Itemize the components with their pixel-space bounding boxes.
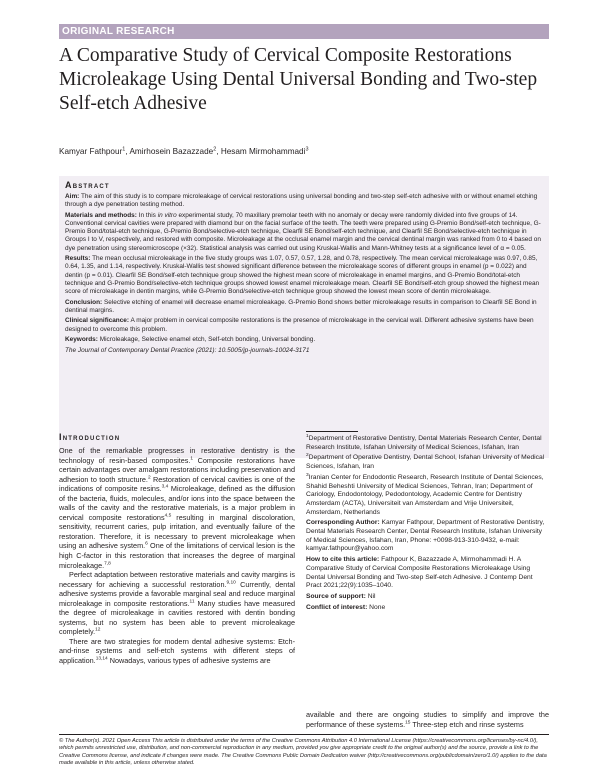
abstract-heading: Abstract	[65, 180, 110, 190]
intro-text: resulting in marginal discoloration, sensitivity, recurrent caries, pulp irritation, and eventually failure of the restoration. Therefore, it is necessary to prevent microleakage when using an adhesive system.	[59, 512, 296, 551]
intro-text: Three-step etch and rinse systems	[410, 719, 524, 729]
affiliations-block	[306, 435, 549, 614]
methods-label: Materials and methods:	[65, 211, 137, 219]
conflict-text: None	[369, 603, 386, 611]
reference-mark: 4,5	[164, 513, 172, 519]
conflict-of-interest	[306, 604, 549, 613]
corresponding-text: Kamyar Fathpour, Department of Restorative Dentistry, Dental Materials Research Center, Dental Research Institute, Isfahan University of Medical Sciences, Isfahan, Iran, Phone: +0098-913-310-9432, e-mail: kamyar.fathpour@yahoo.com	[306, 519, 545, 553]
intro-text: Currently, dental adhesive systems provide a favorable marginal seal and reduce marginal microleakage in composite restorations.	[59, 579, 295, 608]
conclusion-text: Selective etching of enamel will decrease enamel microleakage. G-Premio Bond shows better microleakage results in comparison to Clearfil SE Bond in dentinal margins.	[65, 298, 537, 314]
author-name: Kamyar Fathpour	[59, 147, 123, 156]
support-label: Source of support:	[306, 592, 366, 600]
aim-label: Aim:	[65, 193, 80, 201]
conclusion-label: Conclusion:	[65, 298, 103, 306]
license-footer: © The Author(s). 2021 Open Access This article is distributed under the terms of the Creative Commons Attribution 4.0 International License (https://creativecommons.org/licenses/by-nc/4.0/), which permits unrestricted use, distribution, and non-commercial reproduction in any medium, provided you give appropriate credit to the original author(s) and the source, provide a link to the Creative Commons license, and indicate if changes were made. The Creative Commons Public Domain Dedication waiver (http://creativecommons.org/publicdomain/zero/1.0/) applies to the data made available in this article, unless otherwise stated.	[59, 734, 549, 768]
abstract-box	[59, 176, 549, 458]
reference-mark: 15	[405, 720, 411, 726]
intro-text: One of the remarkable progresses in restorative dentistry is the technology of resin-based composites.	[59, 446, 295, 465]
author-list: Kamyar Fathpour$^1$, Amirhosein Bazazzade$^2$, Hesam Mirmohammadi$^3$	[59, 146, 309, 156]
affiliation	[306, 474, 549, 518]
cite-label: How to cite this article:	[306, 556, 380, 564]
intro-text: Many studies have measured the degree of microleakage in cavities restored with dentin bonding systems, but no system has been able to prevent microleakage completely.	[59, 598, 295, 637]
article-title: A Comparative Study of Cervical Composite Restorations Microleakage Using Dental Universal Bonding and Two-step Self-etch Adhesive	[59, 45, 538, 114]
clinical-text: A major problem in cervical composite restorations is the presence of microleakage in the cervical wall. Different adhesive systems have been designed to overcome this problem.	[65, 317, 534, 333]
reference-mark: 3,4	[161, 484, 169, 490]
keywords-label: Keywords:	[65, 336, 98, 344]
introduction-continuation	[306, 710, 549, 729]
reference-mark: 11	[189, 599, 195, 605]
affiliation-text: Department of Restorative Dentistry, Dental Materials Research Center, Dental Research Institute, Isfahan University of Medical Sciences, Isfahan, Iran	[306, 435, 542, 451]
intro-text: There are two strategies for modern dental adhesive systems: Etch-and-rinse systems and self-etch systems with different steps of application.	[59, 636, 295, 666]
abstract-results	[65, 255, 543, 296]
abstract-clinical	[65, 317, 543, 333]
results-label: Results:	[65, 255, 91, 263]
intro-paragraph	[59, 570, 295, 637]
corresponding-author	[306, 519, 549, 554]
introduction-heading: Introduction	[59, 432, 121, 442]
affiliation-divider	[306, 431, 358, 432]
intro-text: Perfect adaptation between restorative materials and cavity margins is necessary for achieving a successful restoration.	[59, 570, 295, 589]
keywords-text: Microleakage, Selective enamel etch, Self-etch bonding, Universal bonding.	[99, 336, 316, 344]
introduction-body	[59, 446, 295, 666]
affiliation	[306, 454, 549, 471]
author-affiliation-mark: 2	[213, 146, 217, 153]
affiliation-mark: 1	[306, 433, 309, 439]
affiliation-text: Department of Operative Dentistry, Dental School, Isfahan University of Medical Sciences, Isfahan, Iran	[306, 454, 545, 471]
intro-paragraph	[59, 637, 295, 666]
how-to-cite	[306, 556, 549, 591]
intro-text: Restoration of cervical cavities is one of the indications of composite resins.	[59, 474, 295, 494]
conflict-label: Conflict of interest:	[306, 603, 368, 611]
intro-text: Composite restorations have certain advantages over amalgam restorations including preservation and adhesion to tooth structure.	[59, 455, 295, 484]
methods-text-b: experimental study, 70 maxillary premolar teeth with no anomaly or decay were randomly divided into five groups of 14. Conventional cervical cavities were prepared with diamond bur on the facial surface of the teeth. The teeth were prepared using G-Premio Bond/self-etch technique, G-Premio Bond/total-etch technique, G-Premio Bond/selective-etch technique, Clearfil SE Bond/self-etch technique, and Clearfil SE Bond/selective-etch technique in Groups I to V, respectively, and restored with composite. Microleakage at the occlusal enamel margin and the cervical dentinal margin was ranked from 0 to 4 based on dye penetration using stereomicroscope (×32). Statistical analysis was carried out using Kruskal-Wallis and Mann-Whitney tests at a significance level of α = 0.05.	[65, 211, 541, 252]
citation-text: The Journal of Contemporary Dental Practice (2021): 10.5005/jp-journals-10024-3171	[65, 346, 310, 354]
reference-mark: 1	[190, 456, 194, 462]
intro-paragraph	[59, 446, 295, 570]
author-name: Hesam Mirmohammadi	[220, 147, 306, 156]
reference-mark: 7,8	[104, 561, 111, 567]
author-affiliation-mark: 1	[122, 146, 126, 153]
source-of-support	[306, 593, 549, 602]
methods-text-a: In this	[138, 211, 156, 219]
abstract-conclusion	[65, 299, 543, 315]
journal-citation	[65, 347, 543, 355]
author-affiliation-mark: 3	[305, 146, 309, 153]
abstract-keywords	[65, 336, 543, 344]
reference-mark: 9,10	[226, 580, 236, 586]
abstract-methods	[65, 212, 543, 253]
abstract-aim	[65, 193, 543, 209]
intro-text: Nowadays, various types of adhesive systems are	[107, 656, 271, 666]
cite-text: Fathpour K, Bazazzade A, Mirmohammadi H. A Comparative Study of Cervical Composite Restorations Microleakage Using Dental Universal Bonding and Two-step Self-etch Adhesive. J Contemp Dent Pract 2021;22(9):1035–1040.	[306, 556, 533, 590]
intro-text: Microleakage, defined as the diffusion of the bacteria, fluids, molecules, and/or ions into the space between the walls of the cavity and the restorative materials, is a major problem in cervical composite restorations	[59, 484, 295, 522]
article-type-banner: ORIGINAL RESEARCH	[59, 24, 549, 39]
intro-text: available and there are ongoing studies to simplify and improve the performance of these systems.	[306, 710, 549, 729]
author-name: Amirhosein Bazazzade	[129, 147, 214, 156]
methods-italic: in vitro	[157, 211, 177, 219]
reference-mark: 13,14	[95, 656, 108, 662]
reference-mark: 2	[147, 475, 151, 481]
support-text: Nil	[367, 592, 376, 600]
aim-text: The aim of this study is to compare microleakage of cervical restorations using universal bonding and two-step self-etch adhesive with or without enamel etching through a dye penetration testing method.	[65, 193, 538, 209]
corresponding-label: Corresponding Author:	[306, 519, 380, 527]
clinical-label: Clinical significance:	[65, 317, 130, 325]
affiliation-text: Iranian Center for Endodontic Research, Research Institute of Dental Sciences, Shahid Beheshti University of Medical Sciences, Tehran, Iran; Department of Cariology, Endodontology, Pedodontology, Academic Centre for Dentistry Amsterdam (ACTA), Universiteit van Amsterdam and Vrije Universiteit, Amsterdam, Netherlands	[306, 473, 544, 516]
reference-mark: 12	[95, 627, 101, 633]
affiliation-mark: 2	[306, 453, 309, 459]
reference-mark: 6	[145, 542, 148, 548]
results-text: The mean occlusal microleakage in the five study groups was 1.07, 0.57, 0.57, 1.28, and 0.78, respectively. The mean cervical microleakage was 0.97, 0.85, 0.64, 1.35, and 1.14, respectively. Kruskal-Wallis test showed significant difference between the microleakage scores of different groups in enamel (p = 0.022) and dentin (p = 0.01). Clearfil SE Bond/self-etch technique group showed the highest mean score of microleakage in enamel margins, and G-Premio Bond/total-etch technique and G-Premio Bond/selective-etch technique groups showed lowest enamel microleakage mean. Clearfil SE Bond/self-etch group showed the highest mean score of microleakage in dentin margins, while G-Premio Bond/selective-etch technique group showed the lowest mean score of dentin microleakage.	[65, 255, 540, 295]
intro-text: One of the limitations of cervical lesion is the high C-factor in this restoration that increases the degree of marginal microleakage.	[59, 541, 295, 570]
affiliation	[306, 435, 549, 452]
affiliation-mark: 3	[306, 472, 309, 478]
